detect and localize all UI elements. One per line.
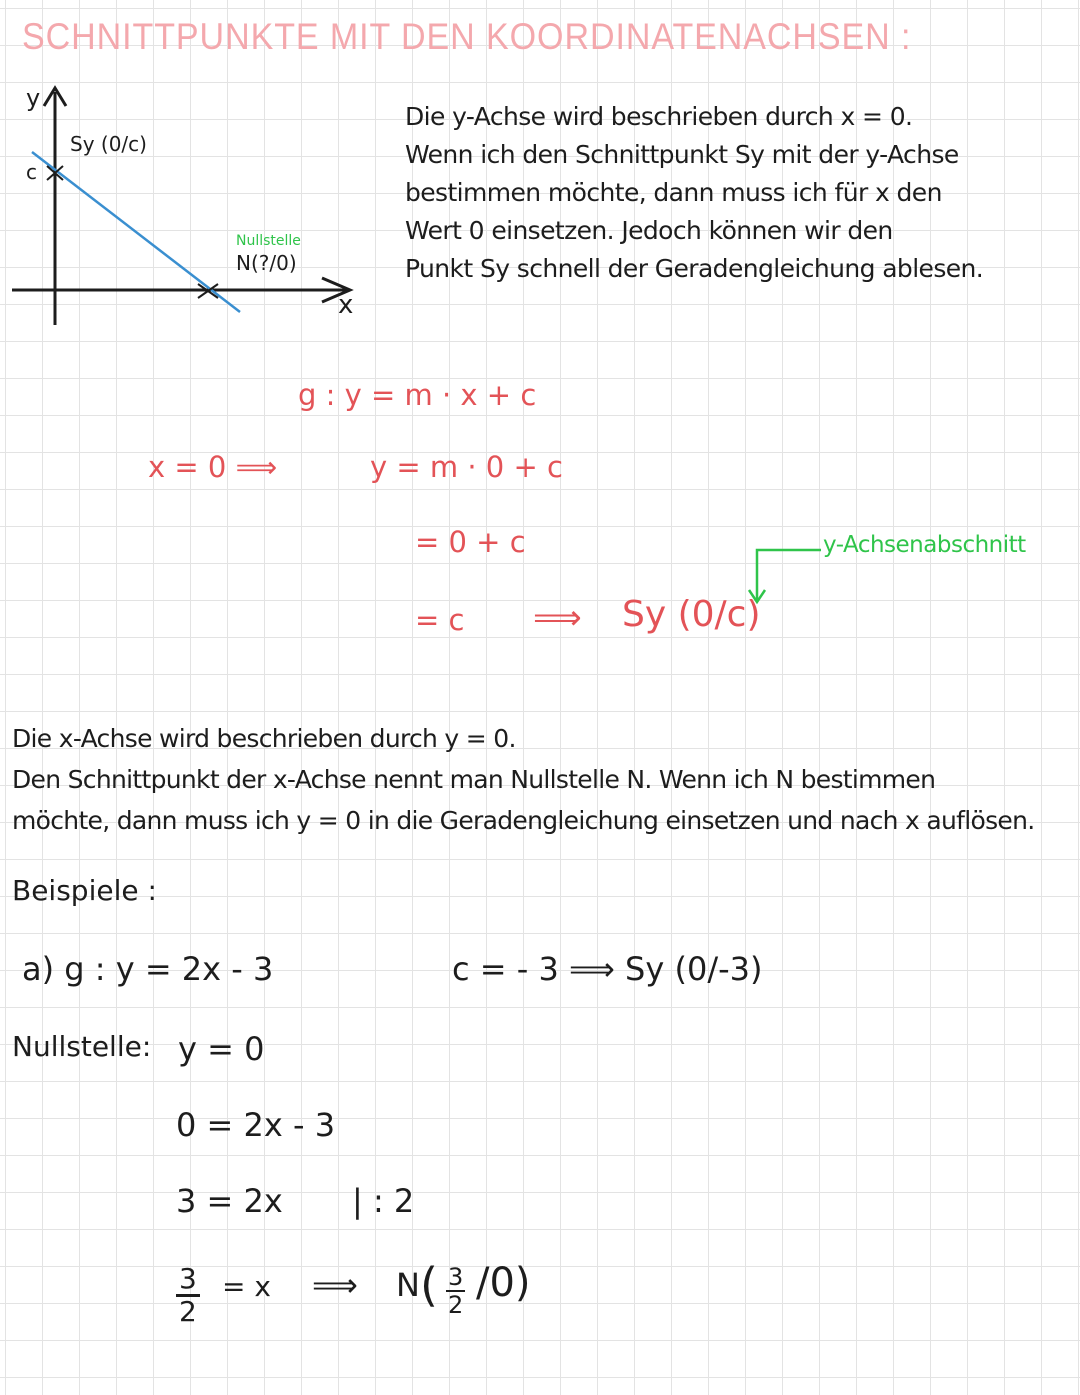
step-y-equals-0: y = 0: [178, 1030, 265, 1068]
derivation-arrow: ⟹: [533, 598, 582, 638]
nullstelle-point: N(?/0): [236, 251, 297, 275]
nullstelle-word: Nullstelle: [236, 233, 301, 249]
examples-heading: Beispiele :: [12, 874, 157, 907]
intro-y-paragraph: [405, 98, 983, 288]
fraction-3-2: [176, 1264, 200, 1327]
sy-result: Sy (0/c): [622, 594, 761, 635]
derivation-line-1: g : y = m · x + c: [298, 378, 537, 412]
result-n: N: [396, 1266, 420, 1304]
intro-y-line: bestimmen möchte, dann muss ich für x den: [405, 178, 942, 207]
y-axis-label: y: [26, 84, 41, 112]
derivation-line-3: = 0 + c: [415, 525, 526, 559]
c-label: c: [26, 160, 37, 184]
derivation-line-2-right: y = m · 0 + c: [370, 450, 563, 484]
y-intercept-annotation: y-Achsenabschnitt: [823, 532, 1026, 558]
intro-x-line: möchte, dann muss ich y = 0 in die Geradengleichung einsetzen und nach x auflösen.: [12, 806, 1035, 835]
result-arrow: ⟹: [312, 1266, 358, 1304]
sy-label: Sy (0/c): [70, 132, 147, 156]
intro-y-line: Punkt Sy schnell der Geradengleichung ablesen.: [405, 254, 984, 283]
result-open-paren: (: [420, 1258, 438, 1312]
intro-y-line: Die y-Achse wird beschrieben durch x = 0.: [405, 102, 913, 131]
intro-x-line: Den Schnittpunkt der x-Achse nennt man Nullstelle N. Wenn ich N bestimmen: [12, 765, 936, 794]
step-divide-op: | : 2: [352, 1182, 415, 1220]
step-3-equals: 3 = 2x: [176, 1182, 283, 1220]
fraction-denominator: 2: [179, 1295, 197, 1328]
step-0-equals: 0 = 2x - 3: [176, 1106, 336, 1144]
straight-line: [32, 152, 240, 312]
derivation-line-4-left: = c: [415, 603, 465, 637]
page-title: SCHNITTPUNKTE MIT DEN KOORDINATENACHSEN :: [22, 16, 912, 57]
intro-y-line: Wert 0 einsetzen. Jedoch können wir den: [405, 216, 893, 245]
intro-x-paragraph: [12, 718, 1035, 841]
result-rest: /0): [476, 1260, 531, 1306]
x-axis-label: x: [338, 290, 354, 320]
step-equals-x: = x: [222, 1270, 271, 1303]
result-fraction-denominator: 2: [448, 1291, 464, 1319]
nullstelle-label: Nullstelle:: [12, 1030, 152, 1063]
derivation-line-2-left: x = 0 ⟹: [148, 450, 278, 484]
result-fraction: [446, 1264, 465, 1318]
result-fraction-numerator: 3: [448, 1263, 464, 1291]
example-a-intercept: c = - 3 ⟹ Sy (0/-3): [452, 950, 763, 988]
example-a-equation: a) g : y = 2x - 3: [22, 950, 274, 988]
intro-y-line: Wenn ich den Schnittpunkt Sy mit der y-Achse: [405, 140, 959, 169]
annotation-arrow: [745, 540, 825, 610]
intro-x-line: Die x-Achse wird beschrieben durch y = 0.: [12, 724, 516, 753]
fraction-numerator: 3: [176, 1264, 200, 1297]
coordinate-sketch: [0, 80, 380, 330]
